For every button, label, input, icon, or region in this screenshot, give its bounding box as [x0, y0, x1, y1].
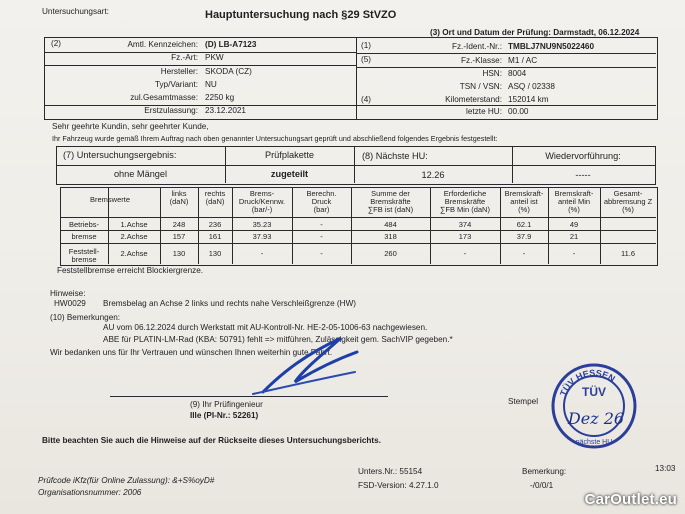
stamp-handwritten-date: Dez 26: [567, 409, 625, 428]
brake-cell-axle: 2.Achse: [120, 232, 148, 241]
brake-cell-links: 130: [172, 249, 186, 258]
stamp-center-text: TÜV: [582, 385, 606, 399]
brake-cell-summe: 318: [384, 232, 397, 241]
brake-cell-rechts: 130: [208, 249, 222, 258]
greeting: Sehr geehrte Kundin, sehr geehrter Kunde,: [52, 122, 209, 131]
remarks-title: (10) Bemerkungen:: [50, 313, 121, 322]
brake-row-group: Feststell- bremse: [68, 247, 100, 264]
first-registration-value: 23.12.2021: [205, 106, 246, 115]
vehicle-code-5: (5): [361, 55, 372, 64]
re-inspection-value: -----: [575, 170, 591, 180]
result-label: (7) Untersuchungsergebnis:: [63, 150, 177, 160]
mileage-value: 152014 km: [508, 95, 549, 104]
brake-cell-ber: -: [320, 249, 323, 258]
tsn-label: TSN / VSN:: [459, 82, 502, 91]
brake-cell-min: -: [572, 249, 576, 258]
plakette-label: Prüfplakette: [264, 150, 315, 160]
brake-header-8: Bremskraft- anteil Min (%): [554, 189, 594, 214]
brake-header-0: Bremswerte: [89, 195, 130, 204]
inspector-id: Ille (PI-Nr.: 52261): [190, 411, 259, 420]
brake-cell-links: 157: [172, 232, 186, 241]
pruefcode: Prüfcode iKfz(für Online Zulassung): &+S%oyD#: [38, 476, 215, 485]
brake-cell-min: 49: [569, 220, 579, 229]
hint-code: HW0029: [54, 299, 86, 308]
vehicle-class-label: Fz.-Klasse:: [461, 56, 502, 65]
type-label: Typ/Variant:: [154, 80, 198, 89]
brake-header-5: Summe der Bremskräfte ∑FB ist (daN): [367, 189, 414, 214]
remark-line-1: AU vom 06.12.2024 durch Werkstatt mit AU-Kontroll-Nr. HE-2-05-1006-63 nachgewiesen.: [103, 323, 428, 332]
type-value: NU: [205, 80, 217, 89]
brake-row-group: Betriebs-: [68, 220, 99, 229]
stamp-label: Stempel: [508, 397, 539, 406]
stamp-bottom-text: nächste HU: [575, 439, 613, 446]
vehicle-kind-value: PKW: [205, 53, 224, 62]
brake-cell-links: 248: [172, 220, 186, 229]
exam-type-title: Hauptuntersuchung nach §29 StVZO: [205, 9, 397, 21]
vehicle-code-4: (4): [361, 95, 372, 104]
vin-value: TMBLJ7NU9N5022460: [508, 42, 595, 51]
brake-header-9: Gesamt- abbremsung Z (%): [603, 189, 653, 214]
tuv-stamp: [548, 360, 640, 452]
vehicle-class-value: M1 / AC: [508, 56, 538, 65]
unters-nr: Unters.Nr.: 55154: [358, 467, 423, 476]
brake-cell-axle: 1.Achse: [120, 220, 148, 229]
hsn-label: HSN:: [482, 69, 502, 78]
hint-text: Bremsbelag an Achse 2 links und rechts nahe Verschleißgrenze (HW): [103, 299, 357, 308]
place-date: (3) Ort und Datum der Prüfung: Darmstadt, 06.12.2024: [430, 28, 640, 37]
brake-cell-ber: -: [320, 232, 323, 241]
brake-cell-ber: -: [320, 220, 323, 229]
brake-header-1: links (daN): [169, 189, 189, 206]
brake-cell-erf: -: [463, 249, 467, 258]
vehicle-code-2: (2): [51, 39, 62, 48]
mileage-label: Kilometerstand:: [445, 95, 502, 104]
bemerkung-value: -/0/0/1: [530, 481, 554, 490]
tsn-value: ASQ / 02338: [508, 82, 555, 91]
fsd-version: FSD-Version: 4.27.1.0: [358, 481, 439, 490]
brake-cell-erf: 374: [458, 220, 472, 229]
vin-label: Fz.-Ident.-Nr.:: [451, 42, 502, 51]
brake-cell-rechts: 236: [208, 220, 222, 229]
brake-cell-ges: 11.6: [620, 249, 636, 258]
brake-cell-ist: 37.9: [516, 232, 532, 241]
brake-cell-ist: -: [522, 249, 526, 258]
last-hu-label: letzte HU:: [466, 107, 502, 116]
brake-cell-min: 21: [569, 232, 579, 241]
next-hu-label: (8) Nächste HU:: [362, 151, 428, 161]
brake-cell-druck: 37.93: [252, 232, 272, 241]
re-inspection-label: Wiedervorführung:: [545, 151, 621, 161]
gross-weight-label: zul.Gesamtmasse:: [130, 93, 198, 102]
plakette-value: zugeteilt: [270, 169, 309, 179]
thanks-text: Wir bedanken uns für Ihr Vertrauen und wünschen Ihnen weiterhin gute Fahrt.: [50, 348, 333, 357]
brake-cell-ist: 62.1: [516, 220, 532, 229]
intro-text: Ihr Fahrzeug wurde gemäß Ihrem Auftrag nach oben genannter Untersuchungsart geprüft und abschließend folgendes Ergebnis festgestellt:: [52, 134, 498, 143]
bemerkung-label: Bemerkung:: [522, 467, 567, 476]
reverse-note: Bitte beachten Sie auch die Hinweise auf der Rückseite dieses Untersuchungsberichts.: [42, 436, 381, 445]
brake-note: Feststellbremse erreicht Blockiergrenze.: [57, 266, 204, 275]
plate-label: Amtl. Kennzeichen:: [127, 40, 198, 49]
print-time: 13:03: [655, 464, 676, 473]
signature-caption: (9) Ihr Prüfingenieur: [190, 400, 263, 409]
brake-header-3: Brems- Druck/Kennw. (bar/-): [238, 189, 286, 214]
org-nr: Organisationsnummer: 2006: [38, 488, 142, 497]
brake-cell-axle: 2.Achse: [120, 249, 148, 258]
last-hu-value: 00.00: [508, 107, 529, 116]
brake-header-2: rechts (daN): [204, 189, 226, 206]
vehicle-kind-label: Fz.-Art:: [171, 53, 198, 62]
brake-header-6: Erforderliche Bremskräfte ∑FB Min (daN): [440, 189, 490, 214]
result-value: ohne Mängel: [113, 169, 168, 179]
signature-scribble: [245, 330, 375, 400]
brake-cell-druck: -: [260, 249, 264, 258]
manufacturer-value: SKODA (CZ): [205, 67, 252, 76]
brake-table-row-divider: [60, 243, 656, 244]
plate-value: (D) LB-A7123: [205, 40, 257, 49]
remark-line-2: ABE für PLATIN-LM-Rad (KBA: 50791) fehlt => mitführen, Zulässigkeit gem. SachVIP gegeben.*: [103, 335, 453, 344]
stamp-ring-text: TÜV HESSEN: [557, 367, 617, 398]
next-hu-value: 12.26: [421, 170, 445, 180]
brake-table-row-divider: [60, 217, 656, 218]
brake-row-group: bremse: [71, 232, 97, 241]
gross-weight-value: 2250 kg: [205, 93, 235, 102]
brake-cell-rechts: 161: [208, 232, 222, 241]
first-registration-label: Erstzulassung:: [144, 106, 198, 115]
brake-cell-summe: 260: [384, 249, 397, 258]
watermark-logo: CarOutlet.eu: [584, 491, 677, 508]
brake-table-row-divider: [60, 230, 656, 231]
brake-header-7: Bremskraft- anteil ist (%): [504, 189, 544, 214]
brake-cell-summe: 484: [384, 220, 397, 229]
brake-header-4: Berechn. Druck (bar): [306, 189, 337, 214]
vehicle-code-1: (1): [361, 41, 372, 50]
brake-cell-druck: 35.23: [252, 220, 272, 229]
hsn-value: 8004: [508, 69, 527, 78]
hints-title: Hinweise:: [50, 289, 86, 298]
manufacturer-label: Hersteller:: [160, 67, 198, 76]
brake-cell-erf: 173: [458, 232, 472, 241]
exam-type-label: Untersuchungsart:: [42, 7, 109, 16]
